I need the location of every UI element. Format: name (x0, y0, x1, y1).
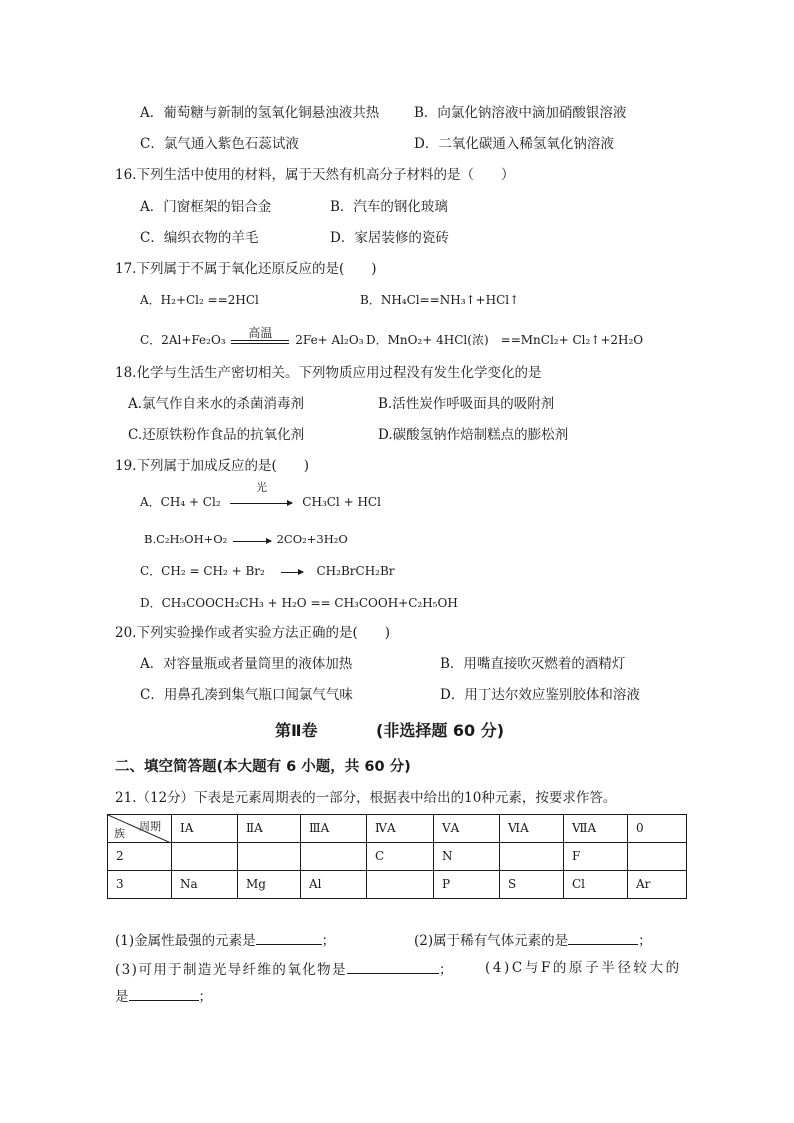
q20-option-b: B．用嘴直接吹灭燃着的酒精灯 (440, 656, 626, 672)
reaction-condition: 高温 (248, 325, 273, 340)
element-cell: Al (301, 871, 367, 899)
q19-option-c (140, 562, 395, 581)
table-header-row (108, 815, 687, 843)
q19-c-products: CH₂BrCH₂Br (316, 564, 395, 578)
sub3-text: (3)可用于制造光导纤维的氧化物是 (115, 962, 347, 978)
q18-option-c: C.还原铁粉作食品的抗氧化剂 (128, 427, 305, 443)
periodic-table (107, 814, 687, 899)
group-header: ⅣA (367, 815, 434, 843)
q15-option-d: D．二氧化碳通入稀氢氧化钠溶液 (414, 136, 614, 152)
period-cell: 3 (108, 871, 172, 899)
sub1-text: (1)金属性最强的元素是 (115, 933, 256, 949)
period-cell: 2 (108, 843, 172, 871)
q21-sub1 (115, 930, 335, 950)
sub4-cont-text: 是 (115, 989, 129, 1005)
section-heading: 二、填空简答题(本大题有 6 小题，共 60 分) (115, 759, 411, 775)
q19-b-reactants: B.C₂H₅OH+O₂ (144, 532, 228, 546)
group-header: ⅡA (238, 815, 301, 843)
q19-option-d: D．CH₃COOCH₂CH₃ + H₂O == CH₃COOH+C₂H₅OH (140, 596, 458, 610)
q15-option-a: A．葡萄糖与新制的氢氧化铜悬浊液共热 (140, 105, 380, 121)
group-header: ⅤA (434, 815, 500, 843)
q19-b-products: 2CO₂+3H₂O (276, 532, 348, 546)
q17-option-d: D．MnO₂+ 4HCl(浓) ==MnCl₂+ Cl₂↑+2H₂O (366, 333, 644, 347)
corner-period-label: 周期 (139, 820, 161, 833)
element-cell (172, 843, 238, 871)
q18-option-b: B.活性炭作呼吸面具的吸附剂 (378, 396, 555, 412)
element-cell (500, 843, 564, 871)
q16-option-c: C．编织衣物的羊毛 (140, 230, 259, 246)
reaction-condition: 光 (255, 480, 267, 494)
q21-sub4: (4)C与F的原子半径较大的 (485, 960, 682, 976)
q17-c-reactants: C．2Al+Fe₂O₃ (140, 333, 226, 347)
q16-option-d: D．家居装修的瓷砖 (330, 230, 449, 246)
group-header: 0 (628, 815, 687, 843)
answer-blank[interactable] (347, 959, 439, 974)
light-arrow-icon (230, 480, 292, 512)
arrow-icon (233, 531, 271, 549)
q17-stem: 17.下列属于不属于氧化还原反应的是( ) (115, 261, 377, 277)
group-header: ⅠA (172, 815, 238, 843)
q20-option-d: D．用丁达尔效应鉴别胶体和溶液 (440, 687, 640, 703)
q17-option-b: B．NH₄Cl==NH₃↑+HCl↑ (360, 293, 520, 307)
q19-a-reactants: A．CH₄ + Cl₂ (140, 495, 221, 509)
element-cell (301, 843, 367, 871)
q21-sub2 (414, 930, 652, 950)
q16-option-a: A．门窗框架的铝合金 (140, 199, 272, 215)
element-cell: Ar (628, 871, 687, 899)
element-cell: P (434, 871, 500, 899)
answer-blank[interactable] (568, 930, 638, 945)
q20-stem: 20.下列实验操作或者实验方法正确的是( ) (115, 625, 391, 641)
q21-sub3 (115, 959, 454, 979)
separator: ； (438, 962, 454, 978)
q18-option-a: A.氯气作自来水的杀菌消毒剂 (128, 396, 305, 412)
element-cell (628, 843, 687, 871)
element-cell: Mg (238, 871, 301, 899)
part-subtitle: (非选择题 60 分) (376, 721, 505, 740)
element-cell: Na (172, 871, 238, 899)
q17-option-a: A．H₂+Cl₂ ==2HCl (140, 293, 259, 307)
q18-stem: 18.化学与生活生产密切相关。下列物质应用过程没有发生化学变化的是 (115, 365, 542, 381)
high-temp-equals-sign (231, 325, 289, 348)
element-cell: S (500, 871, 564, 899)
corner-cell (108, 815, 172, 843)
arrow-icon (281, 563, 303, 581)
q20-option-c: C．用鼻孔凑到集气瓶口闻氯气气味 (140, 687, 353, 703)
q15-option-c: C．氯气通入紫色石蕊试液 (140, 136, 299, 152)
corner-group-label: 族 (114, 827, 125, 840)
q19-option-a (140, 480, 381, 512)
element-cell: Cl (564, 871, 628, 899)
q19-a-products: CH₃Cl + HCl (302, 495, 381, 509)
q17-option-c (140, 325, 364, 349)
element-cell (238, 843, 301, 871)
group-header: ⅥA (500, 815, 564, 843)
table-row (108, 871, 687, 899)
q21-sub4-cont (115, 986, 212, 1006)
q15-option-b: B．向氯化钠溶液中滴加硝酸银溶液 (414, 105, 627, 121)
element-cell: C (367, 843, 434, 871)
group-header: ⅢA (301, 815, 367, 843)
q16-stem: 16.下列生活中使用的材料，属于天然有机高分子材料的是（ ） (115, 167, 515, 183)
part-title: 第Ⅱ卷 (275, 721, 318, 740)
separator: ； (638, 933, 652, 949)
element-cell: N (434, 843, 500, 871)
q16-option-b: B．汽车的钢化玻璃 (330, 199, 448, 215)
q17-c-products: 2Fe+ Al₂O₃ (295, 333, 364, 347)
element-cell (367, 871, 434, 899)
answer-blank[interactable] (256, 930, 322, 945)
q18-option-d: D.碳酸氢钠作焙制糕点的膨松剂 (378, 427, 569, 443)
element-cell: F (564, 843, 628, 871)
q21-stem: 21.（12分）下表是元素周期表的一部分，根据表中给出的10种元素，按要求作答。 (115, 790, 617, 806)
q19-c-reactants: C．CH₂ = CH₂ + Br₂ (140, 564, 265, 578)
answer-blank[interactable] (129, 986, 199, 1001)
group-header: ⅦA (564, 815, 628, 843)
separator: ； (321, 933, 336, 949)
q19-stem: 19.下列属于加成反应的是( ) (115, 458, 310, 474)
table-row (108, 843, 687, 871)
q19-option-b (144, 530, 348, 549)
q20-option-a: A．对容量瓶或者量筒里的液体加热 (140, 656, 353, 672)
sub2-text: (2)属于稀有气体元素的是 (414, 933, 569, 949)
separator: ； (198, 989, 212, 1005)
